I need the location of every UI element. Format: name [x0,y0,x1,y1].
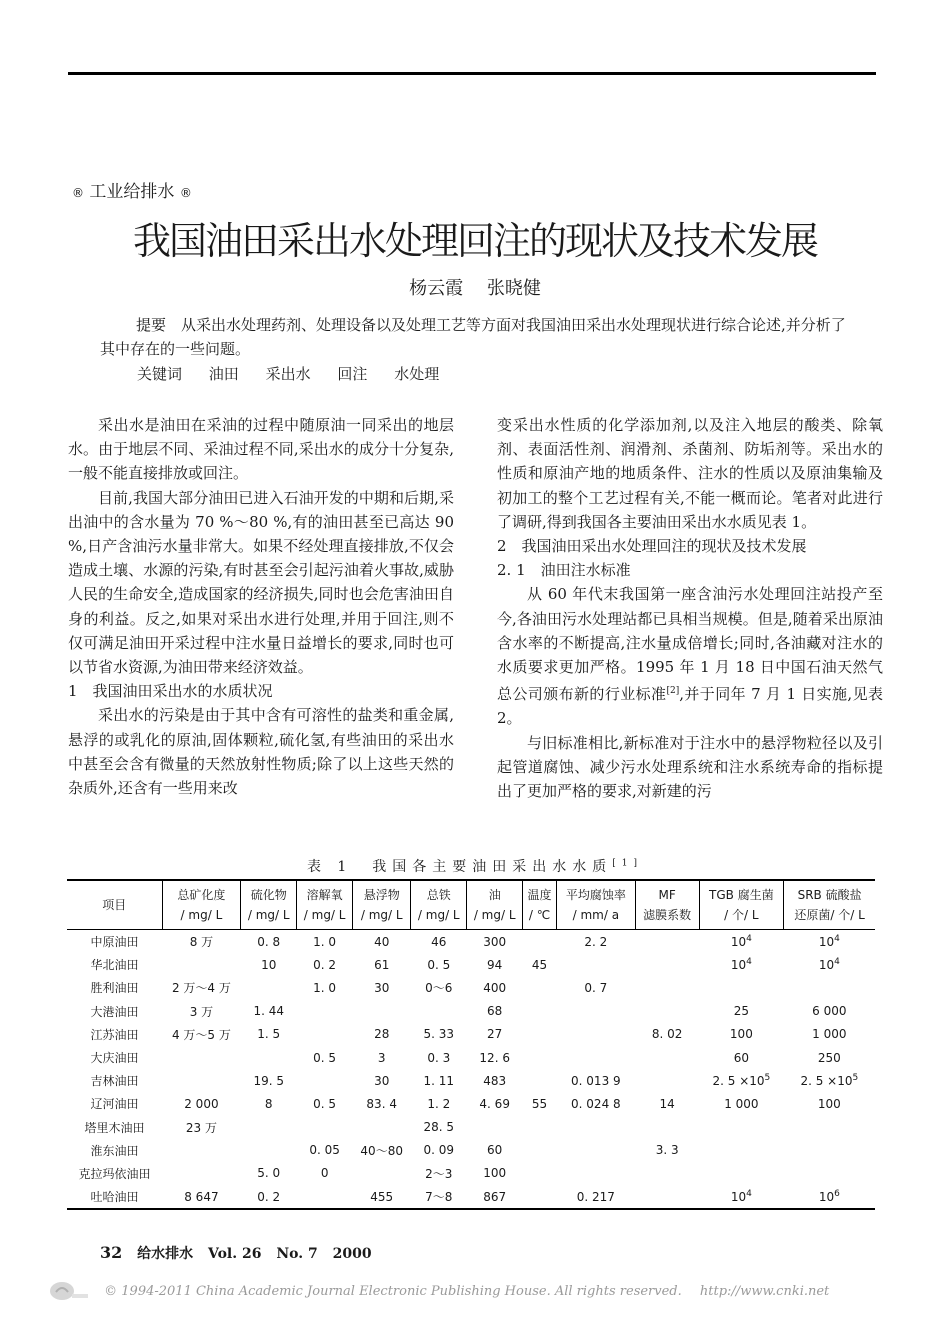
table-cell [556,953,635,976]
table-cell [353,1116,411,1139]
table-cell [523,930,557,954]
table-cell [162,1069,241,1092]
table-row [67,1185,875,1209]
table-cell: 60 [487,1143,503,1158]
table-row [67,1162,875,1185]
table-cell: 0. 05 [309,1143,340,1158]
table-cell: 0. 5 [313,1050,337,1065]
table-cell: 400 [483,980,507,995]
table-header-cell: 项目 [67,880,162,930]
table-cell: 辽河油田 [90,1097,139,1112]
paragraph: 目前,我国大部分油田已进入石油开发的中期和后期,采出油中的含水量为 70 %～80 %,有的油田甚至已高达 90 %,日产含油污水量非常大。如果不经处理直接排放,不仅会造成土壤、水源的污染,有时甚至会引起污油着火事故,威胁人民的生命安全,造成国家的经济损失,同时也会危害油田自身的利益。反之,如果对采出水进行处理,并用于回注,则不仅可满足油田开采过程中注水量日益增长的要求,同时也可以节省水资源,为油田带来经济效益。 [68,488,454,677]
table-cell [699,1162,784,1185]
section-mark-left: ® [72,186,84,200]
table-cell [635,1185,699,1209]
table-cell: 3 万 [189,1004,214,1019]
paragraph: 与旧标准相比,新标准对于注水中的悬浮物粒径以及引起管道腐蚀、减少污水处理系统和注水系统寿命的指标提出了更加严格的要求,对新建的污 [497,733,883,801]
table-cell: 14 [659,1096,675,1111]
table-cell: 克拉玛依油田 [78,1166,151,1181]
table-cell: 40～80 [360,1143,403,1158]
table-cell [635,1116,699,1139]
abstract [100,313,860,361]
table-cell: 吐哈油田 [67,1185,162,1209]
table-cell: 2 万～4 万 [171,981,231,996]
table-cell: 5. 0 [257,1166,281,1181]
table-cell [297,1069,353,1092]
keywords-label: 关键词 [137,365,183,383]
issue-number: No. 7 [276,1246,318,1262]
table-cell: 0 [320,1166,329,1181]
table-cell [699,1139,784,1162]
table-cell [556,1116,635,1139]
table-cell [635,1000,699,1023]
table-row [67,1023,875,1046]
table-cell: 0～6 [425,981,453,996]
table-header-cell: SRB 硫酸盐 还原菌/ 个/ L [784,880,875,930]
water-quality-table [67,879,875,1210]
table-cell [162,1139,241,1162]
table-cell: 8. 02 [651,1027,683,1042]
table-cell: 0. 013 9 [571,1073,621,1088]
table-cell: 大港油田 [90,1004,139,1019]
table-cell: $10^6$ [784,1185,875,1209]
table-cell: 30 [374,1073,390,1088]
keyword: 回注 [337,365,368,383]
table-cell: 0. 8 [257,934,281,949]
table-cell: 2 000 [184,1096,219,1111]
table-cell: 江苏油田 [90,1027,139,1042]
paper-title: 我国油田采出水处理回注的现状及技术发展 [132,219,817,263]
paragraph: 从 60 年代末我国第一座含油污水处理回注站投产至今,各油田污水处理站都已具相当规模。但是,随着采出原油含水率的不断提高,注水量成倍增长;同时,各油藏对注水的水质要求更加严格。1995 年 1 月 18 日中国石油天然气总公司颁布新的行业标准[2],并于同年 7 月 1 日实施,见表 2。 [497,585,883,728]
table-cell: 23 万 [185,1120,217,1135]
table-row [67,1069,875,1092]
table-cell: 28 [374,1027,390,1042]
table-cell: 0. 3 [427,1050,451,1065]
table-cell [353,1000,411,1023]
subsection-heading-2-1: 2. 1 油田注水标准 [497,561,631,580]
table-cell [241,1046,297,1069]
table-cell: 淮东油田 [90,1143,139,1158]
author-2: 张晓健 [486,278,541,299]
table-header-cell: 溶解氧 / mg/ L [297,880,353,930]
table-cell: 100 [483,1166,507,1181]
table-cell: 1 000 [724,1096,759,1111]
table-cell [784,976,875,999]
table-cell: 1. 11 [423,1073,455,1088]
paragraph: 采出水是油田在采油的过程中随原油一同采出的地层水。由于地层不同、采油过程不同,采出水的成分十分复杂,一般不能直接排放或回注。 [68,416,454,483]
table-cell: 250 [817,1050,841,1065]
table-cell [523,1023,557,1046]
table-cell [467,1116,523,1139]
table-cell: 61 [374,957,390,972]
table-cell: 0. 024 8 [571,1096,621,1111]
table-cell [784,1139,875,1162]
paragraph: 采出水的污染是由于其中含有可溶性的盐类和重金属,悬浮的或乳化的原油,固体颗粒,硫化氢,有些油田的采出水中甚至会含有微量的天然放射性物质;除了以上这些天然的杂质外,还含有一些用来改 [68,706,454,798]
table-header-cell: 总铁 / mg/ L [411,880,467,930]
table-cell: 12. 6 [479,1050,510,1065]
table-cell [162,953,241,976]
table-cell: 100 [729,1027,753,1042]
table-row [67,1116,875,1139]
abstract-label: 提要 [136,316,167,334]
table-cell: 华北油田 [90,958,139,973]
table-cell: 100 [817,1096,841,1111]
table-cell: 2. 2 [584,934,608,949]
table-header-cell: 温度 / ℃ [523,880,557,930]
table-header-cell: TGB 腐生菌 / 个/ L [699,880,784,930]
table-cell [556,1000,635,1023]
table-cell: 28. 5 [423,1120,455,1135]
table-cell: 867 [467,1185,523,1209]
table-cell [699,976,784,999]
table-cell: 0. 7 [584,980,608,995]
paragraph: 变采出水性质的化学添加剂,以及注入地层的酸类、除氧剂、表面活性剂、润滑剂、杀菌剂、防垢剂等。采出水的性质和原油产地的地质条件、注水的性质以及原油集输及初加工的整个工艺过程有关,不能一概而论。笔者对此进行了调研,得到我国各主要油田采出水水质见表 1。 [497,416,883,531]
table-caption: 表 1 我国各主要油田采出水水质[1] [306,858,644,875]
table-cell: 3 [377,1050,386,1065]
section-heading-2: 2 我国油田采出水处理回注的现状及技术发展 [497,537,807,556]
table-cell: 83. 4 [366,1096,397,1111]
table-cell: 2. $5 \times 10^5$ [800,1073,859,1089]
table-cell: 8 万 [189,935,214,950]
table-cell: 40 [374,934,390,949]
table-cell [162,1046,241,1069]
table-cell [297,1023,353,1046]
table-cell: 1. 2 [427,1096,451,1111]
table-cell: 0. 2 [313,957,337,972]
table-cell [556,1023,635,1046]
table-cell: 94 [487,957,503,972]
table-row [67,1000,875,1023]
keyword: 油田 [208,365,239,383]
table-header-cell: MF 滤膜系数 [635,880,699,930]
table-cell: 5. 33 [423,1027,455,1042]
table-cell [523,1046,557,1069]
page-number: 32 [100,1243,123,1262]
table-cell: 0. 217 [556,1185,635,1209]
table-cell: 0. 5 [313,1096,337,1111]
table-cell [523,1116,557,1139]
table-cell: $10^4$ [818,934,840,950]
abstract-text: 从采出水处理药剂、处理设备以及处理工艺等方面对我国油田采出水处理现状进行综合论述,并分析了其中存在的一些问题。 [100,316,846,358]
year: 2000 [332,1246,372,1262]
table-cell [523,1139,557,1162]
table-cell [784,1116,875,1139]
table-cell: 27 [487,1027,503,1042]
caption-ref: [1] [612,858,644,869]
body-left-column [68,413,454,800]
table-cell [556,1139,635,1162]
table-cell [353,1162,411,1185]
table-cell: 0. 09 [423,1143,455,1158]
table-cell: 大庆油田 [90,1051,139,1066]
table-cell: 300 [483,934,507,949]
volume: Vol. 26 [208,1246,262,1262]
table-cell [635,1162,699,1185]
table-cell: 1. 0 [313,934,337,949]
author-1: 杨云霞 [409,278,464,299]
table-cell: 25 [733,1004,750,1019]
keyword: 水处理 [394,365,440,383]
copyright-url[interactable]: http://www.cnki.net [699,1283,830,1299]
table-cell: 455 [353,1185,411,1209]
table-cell: 45 [531,957,548,972]
table-cell: 0. 5 [427,957,451,972]
journal-name: 给水排水 [137,1246,194,1262]
top-rule [68,72,876,75]
copyright-text: © 1994-2011 China Academic Journal Electronic Publishing House. All rights reserved. [104,1283,682,1299]
table-cell: 4 万～5 万 [171,1027,231,1042]
table-cell: 46 [431,934,447,949]
table-cell [523,1162,557,1185]
table-cell: 68 [487,1004,503,1019]
table-row [67,1046,875,1069]
table-header-cell: 平均腐蚀率 / mm/ a [556,880,635,930]
table-cell: 胜利油田 [90,981,139,996]
table-cell: 8 [264,1096,273,1111]
table-cell: 7～8 [411,1185,467,1209]
table-cell [523,976,557,999]
table-cell [411,1000,467,1023]
table-header-cell: 悬浮物 / mg/ L [353,880,411,930]
table-cell [297,1116,353,1139]
table-header-cell: 硫化物 / mg/ L [241,880,297,930]
table-cell [523,1185,557,1209]
keywords [137,362,461,386]
citation-ref: [2] [666,686,680,697]
table-cell: 55 [531,1096,548,1111]
table-cell: $10^4$ [699,1185,784,1209]
table-cell [241,976,297,999]
table-cell: 吉林油田 [90,1074,139,1089]
table-cell [556,1046,635,1069]
table-cell: 19. 5 [253,1073,284,1088]
table-cell: 2～3 [425,1166,453,1181]
table-cell [297,1185,353,1209]
table-cell [297,1000,353,1023]
section-label: 工业给排水 [89,182,175,202]
table-header-cell: 总矿化度 / mg/ L [162,880,241,930]
table-row [67,1139,875,1162]
section-heading [72,177,192,202]
table-header-cell: 油 / mg/ L [467,880,523,930]
table-cell: 1. 5 [257,1027,281,1042]
section-mark-right: ® [179,186,192,200]
table-cell: $10^4$ [730,957,752,973]
table-cell: $10^4$ [818,957,840,973]
table-cell: 30 [374,980,390,995]
table-row [67,1092,875,1115]
table-cell: 0. 2 [241,1185,297,1209]
table-cell: 3. 3 [655,1143,679,1158]
table-cell: 60 [733,1050,750,1065]
table-cell [241,1139,297,1162]
table-row [67,976,875,999]
table-cell: 4. 69 [479,1096,510,1111]
table-row [67,953,875,976]
table-cell: 1. 44 [253,1004,284,1019]
table-cell [523,1000,557,1023]
cnki-logo-icon [48,1280,90,1302]
table-cell: 1 000 [812,1027,847,1042]
table-cell [635,930,699,954]
table-cell: 1. 0 [313,980,337,995]
authors [0,274,950,300]
table-cell [635,976,699,999]
table-cell: 2. $5 \times 10^5$ [712,1073,771,1089]
table-cell: 10 [261,957,277,972]
table-cell [162,1162,241,1185]
table-cell: 6 000 [812,1004,847,1019]
table-cell [635,1069,699,1092]
table-cell [241,1116,297,1139]
table-cell: 塔里木油田 [84,1120,145,1135]
table-cell: 483 [483,1073,507,1088]
keyword: 采出水 [265,365,311,383]
table-cell [556,1162,635,1185]
table-cell [523,1069,557,1092]
table-cell: 8 647 [162,1185,241,1209]
table-cell: $10^4$ [730,934,752,950]
copyright-line [48,1280,843,1302]
table-cell [635,953,699,976]
table-cell [699,1116,784,1139]
page-footer [100,1243,382,1263]
body-right-column [497,413,883,803]
table-cell [635,1046,699,1069]
table-row [67,930,875,954]
table-cell [784,1162,875,1185]
section-heading-1: 1 我国油田采出水的水质状况 [68,682,273,701]
table-cell: 中原油田 [90,935,139,950]
